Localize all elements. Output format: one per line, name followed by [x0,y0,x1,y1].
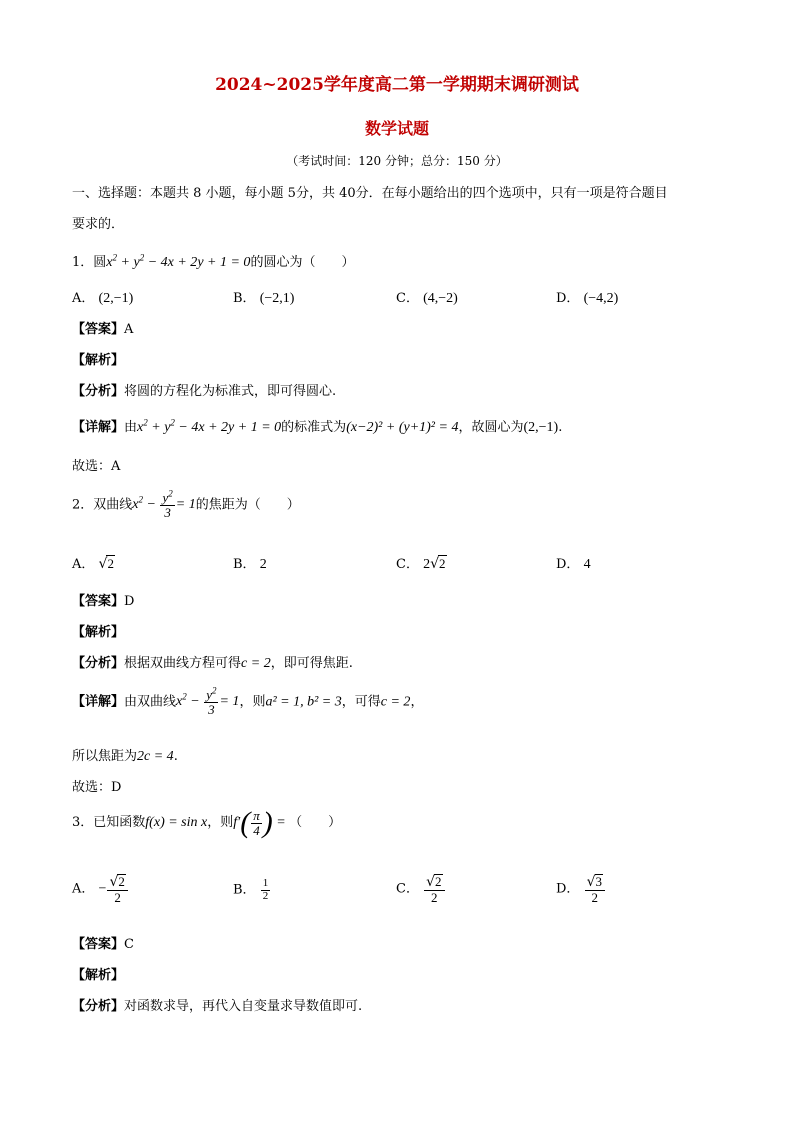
q1-detail: 【详解】由$x^2 + y^2 - 4x + 2y + 1 = 0$的标准式为(x−2)² + (y+1)² = 4，故圆心为(2,−1). [72,417,563,435]
standard-form: (x−2)² + (y+1)² = 4 [346,420,459,435]
question-2: 2．双曲线$x^2$ − $\frac{y^2}{3}$ = 1的焦距为（ ） [72,488,300,520]
subject-title: 数学试题 [364,119,429,138]
q1-fenxi: 【分析】将圆的方程化为标准式，即可得圆心. [72,384,337,399]
q1-option-a: A． (2,−1) [72,291,134,306]
circle-equation: $x^2 + y^2 - 4x + 2y + 1 = 0$ [137,417,282,435]
question-3: 3．已知函数f(x) = sin x，则f′( $\frac{\pi}{4}$ ) = （ ） [72,806,342,839]
q2-detail: 【详解】由双曲线$x^2$ − $\frac{y^2}{3}$ = 1，则a² = 1, b² = 3，可得c = 2， [72,685,424,717]
question-text: 的圆心为（ ） [250,255,355,270]
q1-analysis-label: 【解析】 [72,353,125,368]
exam-title: 2024~2025学年度高二第一学期期末调研测试 [215,75,579,95]
q1-option-c: C． (4,−2) [396,291,458,306]
q2-analysis-label: 【解析】 [72,625,125,640]
question-text: 圆 [93,255,107,270]
exam-info: （考试时间：120 分钟；总分：150 分） [286,154,508,168]
circle-equation: $x^2 + y^2 - 4x + 2y + 1 = 0$ [106,252,251,270]
question-1 [72,251,354,271]
q3-answer: 【答案】C [72,937,134,952]
q1-choose: 故选：A [72,459,121,474]
section-intro-line2: 要求的． [72,217,125,232]
q2-answer: 【答案】D [72,594,135,609]
section-intro-line1: 一、选择题：本题共 8 小题，每小题 5分，共 40分．在每小题给出的四个选项中，只有一项是符合题目 [72,186,668,201]
q2-so: 所以焦距为2c = 4. [72,749,178,764]
function-def: f(x) = sin x [145,815,208,831]
question-number: 3． [72,815,94,831]
q2-option-b: B． 2 [233,557,267,572]
q2-option-c: C． 2√2 [396,556,446,572]
question-number: 2． [72,497,94,513]
q1-option-d: D． (−4,2) [556,291,619,306]
q2-option-d: D． 4 [556,557,591,572]
q3-option-c: C． $\frac{√2}{2}$ [396,874,446,904]
q3-option-d: D． $\frac{√3}{2}$ [556,874,606,904]
q3-fenxi: 【分析】对函数求导，再代入自变量求导数值即可. [72,999,363,1014]
q1-option-b: B． (−2,1) [233,291,295,306]
q1-answer: 【答案】A [72,322,134,337]
q3-option-b: B． $\frac{1}{2}$ [233,877,269,902]
question-number: 1． [72,255,94,270]
q2-option-a: A． √2 [72,556,114,572]
q3-option-a: A． − $\frac{√2}{2}$ [72,874,129,904]
q2-choose: 故选：D [72,780,122,795]
hyperbola-equation: $x^2$ − $\frac{y^2}{3}$ = 1 [132,488,196,520]
q3-analysis-label: 【解析】 [72,968,125,983]
q2-fenxi: 【分析】根据双曲线方程可得c = 2，即可得焦距. [72,656,353,671]
derivative-expr: f′( $\frac{\pi}{4}$ ) = [233,806,290,839]
